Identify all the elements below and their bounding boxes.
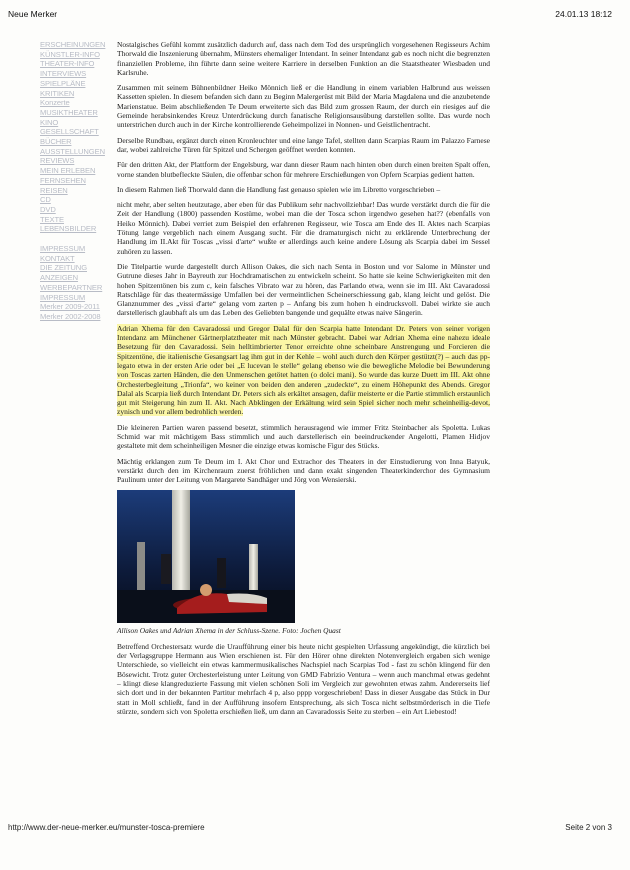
paragraph-small-roles: Die kleineren Partien waren passend besetzt, stimmlich herausragend wie immer Fritz Steinbacher als Spoletta. Lukas Schmid war mit mächtigem Bass stimmlich und auch darstellerisch ein beeindruckender Angelotti, Plamen Hidjov gestaltete mit dem scheinheiligen Mesner die einzige etwas komische Figur des Stücks. — [117, 422, 490, 451]
paragraph-stage: Zusammen mit seinem Bühnenbildner Heiko Mönnich ließ er die Handlung in einem variablen Halbrund aus weissen Kassetten spielen. In diesem befanden sich dann zu Beginn Malergerüst mit Bild der Maria Magdalena und die anzubetende Marienstatue. Beim abschließenden Te Deum erweiterte sich das Bild zum grossen Raum, der durch ein riesiges auf die Gemeinde herabsinkendes Kreuz Unterdrückung durch fanatische Religionsausübung darstellen sollte. Das wurde noch unterstrichen durch auch in der Kirche kontrollierende Geheimpolizei in Nonnen- und Geistlichentracht. — [117, 83, 490, 130]
sidebar-link-group1-19[interactable]: LEBENSBILDER — [40, 224, 97, 234]
page-number: Seite 2 von 3 — [565, 823, 612, 832]
sidebar-link-group1-2[interactable]: THEATER-INFO — [40, 59, 95, 69]
sidebar-link-group1-6[interactable]: Konzerte — [40, 98, 70, 108]
sidebar-link-group1-11[interactable]: AUSSTELLUNGEN — [40, 146, 105, 156]
sidebar-link-group1-10[interactable]: BÜCHER — [40, 137, 72, 147]
paragraph-title-role: Die Titelpartie wurde dargestellt durch Allison Oakes, die sich nach Senta in Boston und vor Salome in Münster und Gutrune dieses Jahr in Bayreuth zur Hochdramatischen zu entwickeln scheint. So hatte sie keine Schwierigkeiten mit den hohen Spitzentönen bis zum c, kein falsches Vibrato war zu hören, das Parlando etwa, wenn sie im III. Akt Cavaradossi Ratschläge für das theatermässige Umfallen bei der vermeintlichen Scheinerschiessung gab, klang leicht und gelöst. Die Glanznummer des „vissi d'arte“ gelang vom zarten p – Anfang bis zum hohen h eindrucksvoll. Dabei wirkte sie auch darstellerisch glaubhaft als um das Leben des Geliebten bangende und gequälte etwas naive Sängerin. — [117, 261, 490, 318]
paragraph-libretto: In diesem Rahmen ließ Thorwald dann die Handlung fast genauso spielen wie im Libretto vorgeschrieben – — [117, 184, 441, 194]
sidebar-link-group1-16[interactable]: CD — [40, 195, 51, 205]
scene-photo — [117, 490, 295, 623]
sidebar-link-group2-1[interactable]: KONTAKT — [40, 253, 75, 263]
site-title: Neue Merker — [8, 9, 58, 19]
photo-caption: Allison Oakes und Adrian Xhema in der Schluss-Szene. Foto: Jochen Quast — [117, 626, 341, 636]
sidebar-nav — [40, 40, 116, 322]
sidebar-link-group1-7[interactable]: MUSIKTHEATER — [40, 107, 98, 117]
paragraph-highlighted — [117, 324, 490, 417]
sidebar-link-group2-6[interactable]: Merker 2009-2011 — [40, 302, 100, 312]
sidebar-link-group1-18[interactable]: TEXTE — [40, 214, 64, 224]
sidebar-link-group1-3[interactable]: INTERVIEWS — [40, 69, 87, 79]
sidebar-link-group1-8[interactable]: KINO — [40, 117, 59, 127]
sidebar-link-group2-3[interactable]: ANZEIGEN — [40, 273, 79, 283]
sidebar-link-group1-9[interactable]: GESELLSCHAFT — [40, 127, 99, 137]
sidebar-link-group1-14[interactable]: FERNSEHEN — [40, 175, 86, 185]
highlight-mark: Adrian Xhema für den Cavaradossi und Gregor Dalal für den Scarpia hatte Intendant Dr. Peters von seiner vorigen Intendanz am Münchener Gärtnerplatztheater mit nach Münster gebracht. Dabei war Adrian Xhema eine nahezu ideale Besetzung für den Cavaradossi. Sein helltimbrierter Tenor erreichte ohne scheinbare Anstrengung und Forcieren die Spitzentöne, die italienische Gesangsart lag ihm gut in der Kehle – wohl auch durch den Körper gestützt(?) – auch das pp-legato etwa in der ersten Arie oder bei „E lucevan le stelle“ gelang ebenso wie die bewegliche Melodie bei Bewunderung von Toscas zarten Händen, die den Unmenschen getötet hatten (o dolci mani). So wurde das kurze Duett im III. Akt ohne Orchesterbegleitung „Trionfa“, wo keiner von beiden den anderen „zudeckte“, zu einem Höhepunkt des Abends. Gregor Dalal als Scarpia ließ durch Intendant Dr. Peters sich als erkältet ansagen, dafür meisterte er die Partie stimmlich erstaunlich gut mit Steigerung hin zum II. Akt. Nach Abklingen der Erkältung wird sein Spiel sicher noch mehr scheinheilig-devot, zynisch und vor allem bedrohlich werden. — [117, 323, 490, 417]
paragraph-act3: Für den dritten Akt, der Plattform der Engelsburg, war dann dieser Raum nach hinten oben durch einen breiten Spalt offen, vorne standen blutbefleckte Säulen, die offenbar schon für mehrere Erschießungen von Opfern Scarpias gedient hatten. — [117, 160, 490, 179]
sidebar-link-group1-4[interactable]: SPIELPLÄNE — [40, 78, 86, 88]
sidebar-link-group1-17[interactable]: DVD — [40, 204, 56, 214]
sidebar-link-group1-13[interactable]: MEIN ERLEBEN — [40, 166, 96, 176]
print-datetime: 24.01.13 18:12 — [555, 9, 612, 19]
sidebar-link-group1-15[interactable]: REISEN — [40, 185, 68, 195]
sidebar-link-group2-5[interactable]: IMPRESSUM — [40, 292, 86, 302]
paragraph-choir: Mächtig erklangen zum Te Deum im I. Akt Chor und Extrachor des Theaters in der Einstudierung von Inna Batyuk, verstärkt durch den im Kirchenraum zuerst fröhlichen und dann exakt singenden Theaterkinderchor des Gymnasium Paulinum unter der Leitung von Margarete Sandhäger und Jörg von Wensierski. — [117, 456, 490, 485]
sidebar-group-sections — [40, 40, 116, 234]
sidebar-link-group2-4[interactable]: WERBEPARTNER — [40, 282, 103, 292]
sidebar-group-info — [40, 244, 116, 322]
paragraph-intro: Nostalgisches Gefühl kommt zusätzlich dadurch auf, dass nach dem Tod des ursprünglich vorgesehenen Regisseurs Achim Thorwald die Inszenierung übernahm, Münsters ehemaliger Intendant. In seiner Intendanz gab es noch nicht die begrenzten finanziellen Probleme, ihn führte dann seine weitere Karriere in derselben Funktion an die Staatstheater Wiesbaden und Karlsruhe. — [117, 40, 490, 77]
sidebar-link-group1-1[interactable]: KÜNSTLER-INFO — [40, 49, 100, 59]
paragraph-act2: Derselbe Rundbau, ergänzt durch einen Kronleuchter und eine lange Tafel, stellten dann Scarpias Raum im Palazzo Farnese dar, wobei zahlreiche Türen für Spitzel und Schergen geöffnet werden konnten. — [117, 135, 490, 154]
sidebar-link-group2-7[interactable]: Merker 2002-2008 — [40, 311, 101, 321]
sidebar-link-group1-12[interactable]: REVIEWS — [40, 156, 75, 166]
print-header — [8, 9, 612, 23]
sidebar-link-group2-0[interactable]: IMPRESSUM — [40, 244, 86, 254]
sidebar-link-group2-2[interactable]: DIE ZEITUNG — [40, 263, 87, 273]
sidebar-link-group1-0[interactable]: ERSCHEINUNGEN — [40, 40, 106, 49]
sidebar-link-group1-5[interactable]: KRITIKEN — [40, 88, 75, 98]
page-url: http://www.der-neue-merker.eu/munster-tosca-premiere — [8, 823, 205, 832]
paragraph-costumes: nicht mehr, aber selten heutzutage, aber eben für das Publikum sehr nachvollziehbar! Das wurde verstärkt durch die für die Zeit der Handlung (1800) passenden Kostüme, wobei man die der Tosca schon irgendwo gesehen hat?? (ebenfalls von Heiko Mönnich). Dabei verriet zum Beispiel den erfahrenen Regisseur, wie Tosca am Ende des II. Aktes nach Scarpias Tötung lange vergeblich nach einem Ausgang sucht. Für die dramaturgisch nicht zu erklärende Unterbrechung der Handlung im II.Akt für Toscas „vissi d'arte“ wußte er allerdings auch keine andere Lösung als Scarpia dabei im Sessel zuhören zu lassen. — [117, 200, 490, 256]
print-footer — [8, 823, 612, 837]
paragraph-orchestra: Betreffend Orchestersatz wurde die Uraufführung einer bis heute nicht gespielten Urfassung angekündigt, die kürzlich bei der Verlagsgruppe Hermann aus Wien erschienen ist. Für den Hörer ohne direkten Notenvergleich ergaben sich wenige Unterschiede, so vielleicht ein etwas kammermusikalisches Nachspiel nach Scarpias Tod - fast zu schön klingend für den Bösewicht. Trotz guter Orchesterleistung unter Leitung von GMD Fabrizio Ventura – wenn auch manchmal etwas gedehnt – klingt diese klangreduzierte Fassung mit vielen schönen Soli im Vergleich zur gewohnten etwas zahm. Andererseits lief sich dort und in der bekannten Partitur mehrfach 4 p, also pppp vorgeschrieben! Dass in dieser Ausgabe das Stück in Dur statt in Moll schließt, fand in der Aufführung insofern Entsprechung, als sich Tosca nicht selbstmörderisch in die Tiefe stürzte, sondern sich von Spoletta erschießen ließ, um dann an Cavaradossis Seite zu sterben – ein Art Liebestod! — [117, 641, 490, 716]
article-body — [117, 40, 490, 722]
